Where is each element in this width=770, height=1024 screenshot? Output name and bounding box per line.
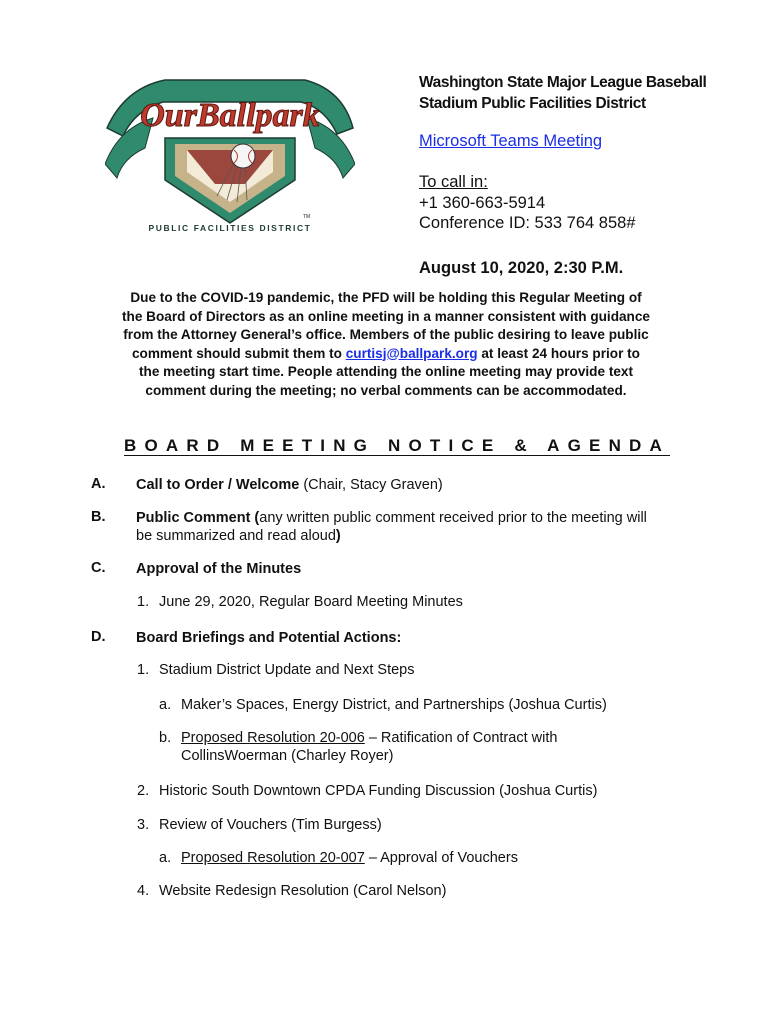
conference-id: Conference ID: 533 764 858#: [419, 214, 636, 232]
item-d3a: Proposed Resolution 20-007 – Approval of Vouchers: [181, 850, 518, 866]
agenda-title: BOARD MEETING NOTICE & AGENDA: [124, 436, 671, 455]
item-d3-num: 3.: [137, 817, 150, 833]
resolution-20-007-link[interactable]: Proposed Resolution 20-007: [181, 850, 365, 866]
call-in-info: [419, 172, 636, 234]
item-d3: Review of Vouchers (Tim Burgess): [159, 817, 382, 833]
item-a-letter: A.: [91, 476, 106, 492]
item-d2: Historic South Downtown CPDA Funding Discussion (Joshua Curtis): [159, 783, 598, 799]
call-in-label: To call in:: [419, 173, 488, 191]
item-d1-num: 1.: [137, 662, 150, 678]
phone-number: +1 360-663-5914: [419, 193, 546, 212]
item-d3a-num: a.: [159, 850, 172, 866]
item-d: Board Briefings and Potential Actions:: [136, 630, 402, 646]
item-d4-num: 4.: [137, 883, 150, 899]
item-c-letter: C.: [91, 560, 106, 576]
item-d1: Stadium District Update and Next Steps: [159, 662, 415, 678]
item-d4: Website Redesign Resolution (Carol Nelson): [159, 883, 447, 899]
org-line-1: Washington State Major League Baseball: [419, 74, 707, 91]
item-d2-num: 2.: [137, 783, 150, 799]
svg-text:TM: TM: [303, 214, 311, 220]
resolution-20-006-link[interactable]: Proposed Resolution 20-006: [181, 730, 365, 746]
item-b-letter: B.: [91, 509, 106, 525]
our-ballpark-logo: [105, 68, 355, 238]
item-d1a: Maker’s Spaces, Energy District, and Partnerships (Joshua Curtis): [181, 697, 607, 713]
org-line-2: Stadium Public Facilities District: [419, 95, 646, 112]
item-c1: June 29, 2020, Regular Board Meeting Minutes: [159, 594, 463, 610]
teams-meeting-link[interactable]: Microsoft Teams Meeting: [419, 132, 603, 150]
item-a: Call to Order / Welcome (Chair, Stacy Graven): [136, 477, 443, 493]
item-c1-num: 1.: [137, 594, 150, 610]
item-d-letter: D.: [91, 629, 106, 645]
item-b: Public Comment (any written public comment received prior to the meeting will be summarized and read aloud): [136, 510, 647, 544]
item-d1a-num: a.: [159, 697, 172, 713]
email-link[interactable]: curtisj@ballpark.org: [345, 345, 478, 361]
meeting-date: August 10, 2020, 2:30 P.M.: [419, 259, 624, 277]
logo-subtitle: PUBLIC FACILITIES DISTRICT: [148, 223, 312, 233]
covid-notice: Due to the COVID-19 pandemic, the PFD will be holding this Regular Meeting of the Board of Directors as an online meeting in a manner consistent with guidance from the Attorney General’s office. Members of the public desiring to leave public comment should submit them to curtisj@ballpark.org at least 24 hours prior to the meeting start time. People attending the online meeting may provide text comment during the meeting; no verbal comments can be accommodated.: [122, 290, 650, 398]
item-d1b-num: b.: [159, 730, 172, 746]
item-d1b: Proposed Resolution 20-006 – Ratification of Contract with CollinsWoerman (Charley Royer): [181, 730, 558, 764]
organization-name: [419, 72, 706, 114]
logo-wordmark: OurBallpark: [140, 97, 320, 134]
item-c: Approval of the Minutes: [136, 561, 302, 577]
